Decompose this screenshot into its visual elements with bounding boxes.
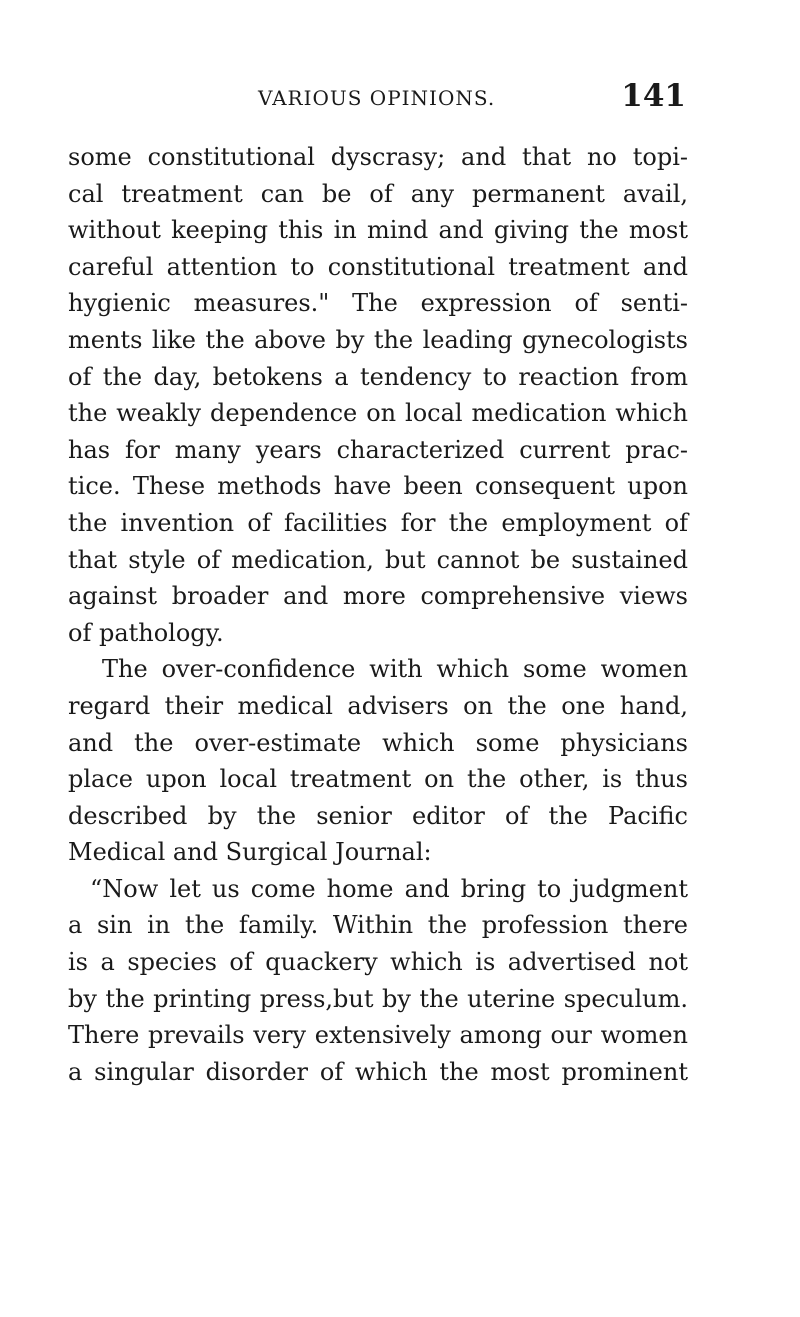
text-line: of pathology. <box>68 618 224 647</box>
text-line: without keeping this in mind and giving the most <box>68 216 688 245</box>
text-line: has for many years characterized current prac- <box>68 435 688 464</box>
paragraph-start-line: The over-confidence with which some women <box>102 655 688 684</box>
text-line: a sin in the family. Within the profession there <box>68 911 688 940</box>
text-line: place upon local treatment on the other, is thus <box>68 765 688 794</box>
text-line: regard their medical advisers on the one hand, <box>68 691 688 720</box>
running-head <box>68 78 686 118</box>
text-line: cal treatment can be of any permanent avail, <box>68 179 688 208</box>
text-line: hygienic measures." The expression of senti- <box>68 289 688 318</box>
text-line: that style of medication, but cannot be sustained <box>68 545 688 574</box>
quotation-start-line: “Now let us come home and bring to judgment <box>90 874 688 903</box>
running-title: VARIOUS OPINIONS. <box>258 86 496 110</box>
text-line: of the day, betokens a tendency to reaction from <box>68 362 688 391</box>
text-line: and the over-estimate which some physicians <box>68 728 688 757</box>
text-line: tice. These methods have been consequent upon <box>68 472 688 501</box>
text-line: ments like the above by the leading gynecologists <box>68 325 688 354</box>
body-text <box>68 139 688 1090</box>
text-line: the weakly dependence on local medication which <box>68 399 688 428</box>
text-line: There prevails very extensively among our women <box>68 1021 688 1050</box>
text-line: against broader and more comprehensive views <box>68 582 688 611</box>
text-line: Medical and Surgical Journal: <box>68 838 432 867</box>
text-line: some constitutional dyscrasy; and that no topi- <box>68 143 688 171</box>
text-line: the invention of facilities for the employment of <box>68 508 688 537</box>
text-line: is a species of quackery which is advertised not <box>68 948 688 977</box>
text-line: a singular disorder of which the most prominent <box>68 1057 688 1086</box>
text-line: careful attention to constitutional treatment and <box>68 252 688 281</box>
page-number: 141 <box>621 78 686 114</box>
text-line: described by the senior editor of the Pacific <box>68 801 688 830</box>
text-line: by the printing press,but by the uterine speculum. <box>68 984 688 1013</box>
